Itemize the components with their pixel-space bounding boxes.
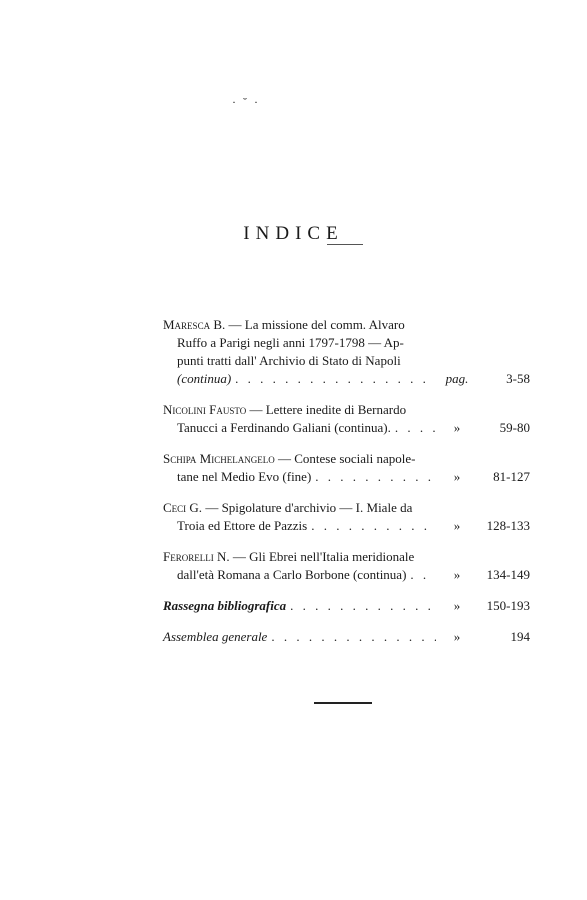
- toc-title-last-line: dall'età Romana a Carlo Borbone (continua): [177, 567, 407, 582]
- title-rule: [327, 244, 363, 245]
- page-range: 194: [510, 629, 530, 644]
- toc-entry: [163, 401, 530, 437]
- toc-title-line: — Gli Ebrei nell'Italia meridionale: [232, 549, 415, 564]
- leader-dots: [315, 468, 436, 486]
- page-marker: »: [453, 567, 461, 582]
- toc-entry: [163, 597, 530, 615]
- toc-entry: [163, 499, 530, 535]
- toc-title-line: punti tratti dall' Archivio di Stato di Napoli: [177, 353, 401, 368]
- page-marker: pag.: [445, 371, 469, 386]
- page-range: 3-58: [506, 371, 530, 386]
- page-title: INDICE: [243, 222, 344, 244]
- closing-rule: [314, 702, 372, 704]
- page-range: 150-193: [486, 598, 530, 613]
- page-range: 134-149: [486, 567, 530, 582]
- toc-title-line: — Spigolature d'archivio — I. Miale da: [205, 500, 413, 515]
- toc-section-title: Assemblea generale: [163, 629, 268, 644]
- toc-author: Ferorelli N.: [163, 549, 230, 564]
- toc-title-last-line: Troia ed Ettore de Pazzis: [177, 518, 308, 533]
- page-range: 81-127: [493, 469, 530, 484]
- toc-author: Ceci G.: [163, 500, 203, 515]
- toc-title-last-line: (continua): [177, 371, 232, 386]
- toc-title-line: Ruffo a Parigi negli anni 1797-1798 — Ap-: [177, 335, 404, 350]
- page-marker: »: [453, 598, 461, 613]
- toc-title-line: — Lettere inedite di Bernardo: [249, 402, 407, 417]
- page-marker: »: [453, 469, 461, 484]
- toc-author: Schipa Michelangelo: [163, 451, 275, 466]
- toc-entry: [163, 628, 530, 646]
- leader-dots: [311, 517, 436, 535]
- leader-dots: [410, 566, 436, 584]
- toc-author: Nicolini Fausto: [163, 402, 247, 417]
- toc-entry: [163, 316, 530, 388]
- leader-dots: [271, 628, 436, 646]
- toc-title-line: — La missione del comm. Alvaro: [228, 317, 405, 332]
- page-marker: »: [453, 420, 461, 435]
- page-marker: »: [453, 629, 461, 644]
- toc-author: Maresca B.: [163, 317, 226, 332]
- toc-title-line: — Contese sociali napole-: [277, 451, 416, 466]
- toc-title-last-line: tane nel Medio Evo (fine): [177, 469, 312, 484]
- ink-mark: · ˘ ·: [232, 95, 260, 109]
- toc-entry: [163, 548, 530, 584]
- toc-title-last-line: Tanucci a Ferdinando Galiani (continua).: [177, 420, 391, 435]
- page-range: 128-133: [486, 518, 530, 533]
- page-range: 59-80: [499, 420, 530, 435]
- leader-dots: [290, 597, 436, 615]
- leader-dots: [395, 419, 436, 437]
- leader-dots: [235, 370, 436, 388]
- page-marker: »: [453, 518, 461, 533]
- toc-entry: [163, 450, 530, 486]
- toc-section-title: Rassegna bibliografica: [163, 598, 287, 613]
- table-of-contents: [163, 316, 530, 646]
